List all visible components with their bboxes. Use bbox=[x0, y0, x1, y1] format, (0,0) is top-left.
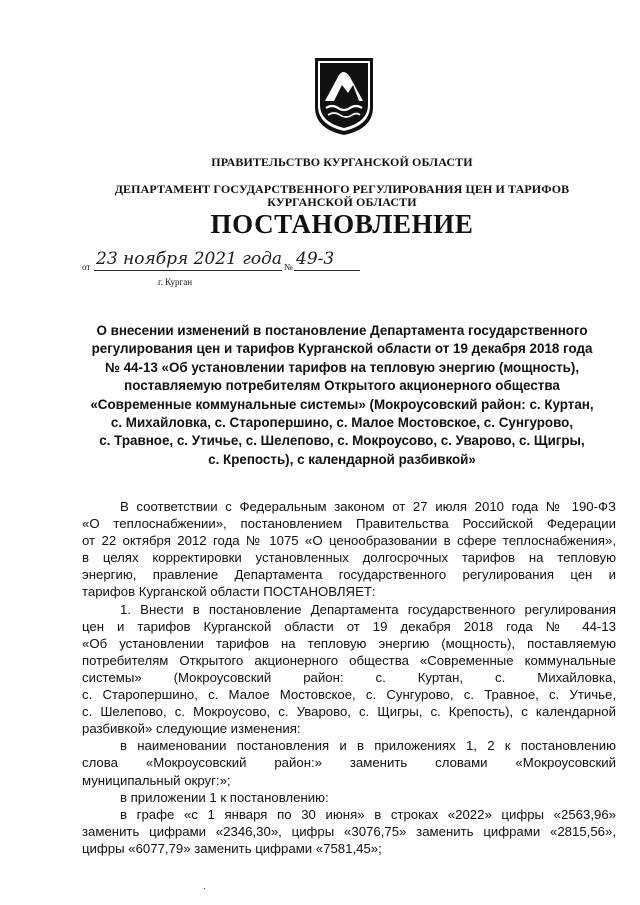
body-line: от 22 октября 2012 года № 1075 «О ценообразовании в сфере теплоснабжения», bbox=[82, 533, 616, 549]
body-line: в графе «с 1 января по 30 июня» в строках «2022» цифры «2563,96» bbox=[120, 806, 616, 822]
body-line: с. Шелепово, с. Мокроусово, с. Уварово, с. Щигры, с. Крепость), с календарной bbox=[82, 704, 616, 720]
body-line: В соответствии с Федеральным законом от 27 июля 2010 года № 190-ФЗ bbox=[120, 499, 616, 514]
body-line: с. Старопершино, с. Малое Мостовское, с. Сунгурово, с. Травное, с. Утичье, bbox=[82, 687, 616, 703]
department-name-line2: КУРГАНСКОЙ ОБЛАСТИ bbox=[267, 195, 417, 209]
body-line: в приложении 1 к постановлению: bbox=[120, 789, 329, 805]
scan-speck: · bbox=[203, 883, 206, 893]
body-line: «О теплоснабжении», постановлением Правительства Российской Федерации bbox=[82, 516, 616, 532]
heading-line: с. Травное, с. Утичье, с. Шелепово, с. Мокроусово, с. Уварово, с. Щигры, bbox=[99, 433, 585, 449]
body-line: слова «Мокроусовский район:» заменить словами «Мокроусовский bbox=[82, 755, 616, 771]
body-line: 1. Внести в постановление Департамента государственного регулирования bbox=[120, 601, 616, 617]
body-line: заменить цифрами «2346,30», цифры «3076,75» заменить цифрами «2815,56», bbox=[82, 823, 616, 839]
body-line: в наименовании постановления и в приложениях 1, 2 к постановлению bbox=[120, 738, 616, 754]
body-line: тарифов Курганской области ПОСТАНОВЛЯЕТ: bbox=[82, 584, 376, 600]
date-number-row bbox=[82, 246, 382, 276]
body-line: муниципальный округ:»; bbox=[82, 772, 231, 788]
handwritten-date: 23 ноября 2021 года bbox=[96, 249, 283, 269]
heading-line: «Современные коммунальные системы» (Мокроусовский район: с. Куртан, bbox=[90, 396, 594, 412]
heading-line: с. Михайловка, с. Старопершино, с. Малое Мостовское, с. Сунгурово, bbox=[110, 415, 574, 431]
body-line: системы» (Мокроусовский район: с. Куртан, с. Михайловка, bbox=[82, 669, 616, 685]
number-underline bbox=[294, 270, 360, 271]
body-line: цен и тарифов Курганской области от 19 декабря 2018 года № 44-13 bbox=[82, 618, 616, 634]
body-line: «Об установлении тарифов на тепловую энергию (мощность), поставляемую bbox=[82, 635, 616, 651]
document-type-title: ПОСТАНОВЛЕНИЕ bbox=[210, 209, 474, 239]
department-name-line1: ДЕПАРТАМЕНТ ГОСУДАРСТВЕННОГО РЕГУЛИРОВАНИЯ ЦЕН И ТАРИФОВ bbox=[114, 182, 570, 196]
heading-line: с. Крепость), с календарной разбивкой» bbox=[208, 451, 476, 467]
heading-line: поставляемую потребителям Открытого акционерного общества bbox=[124, 378, 560, 394]
date-prefix: от bbox=[82, 262, 91, 272]
document-heading bbox=[86, 322, 598, 469]
heading-line: О внесении изменений в постановление Департамента государственного bbox=[96, 323, 588, 338]
city-label: г. Курган bbox=[158, 277, 193, 287]
body-line: в целях корректировки установленных долгосрочных тарифов на тепловую bbox=[82, 550, 616, 566]
date-underline bbox=[94, 270, 282, 271]
document-body bbox=[82, 498, 616, 857]
handwritten-number: 49-3 bbox=[296, 249, 335, 269]
body-line: цифры «6077,79» заменить цифрами «7581,45»; bbox=[82, 840, 382, 856]
body-line: потребителям Открытого акционерного общества «Современные коммунальные bbox=[82, 652, 616, 668]
heading-line: № 44-13 «Об установлении тарифов на тепловую энергию (мощность), bbox=[104, 359, 580, 375]
government-name: ПРАВИТЕЛЬСТВО КУРГАНСКОЙ ОБЛАСТИ bbox=[211, 155, 473, 169]
coat-of-arms-emblem bbox=[312, 55, 376, 137]
number-prefix: № bbox=[284, 262, 293, 272]
body-line: энергию, правление Департамента государственного регулирования цен и bbox=[82, 567, 616, 583]
body-line: разбивкой» следующие изменения: bbox=[82, 721, 301, 737]
heading-line: регулирования цен и тарифов Курганской области от 19 декабря 2018 года bbox=[91, 341, 593, 357]
